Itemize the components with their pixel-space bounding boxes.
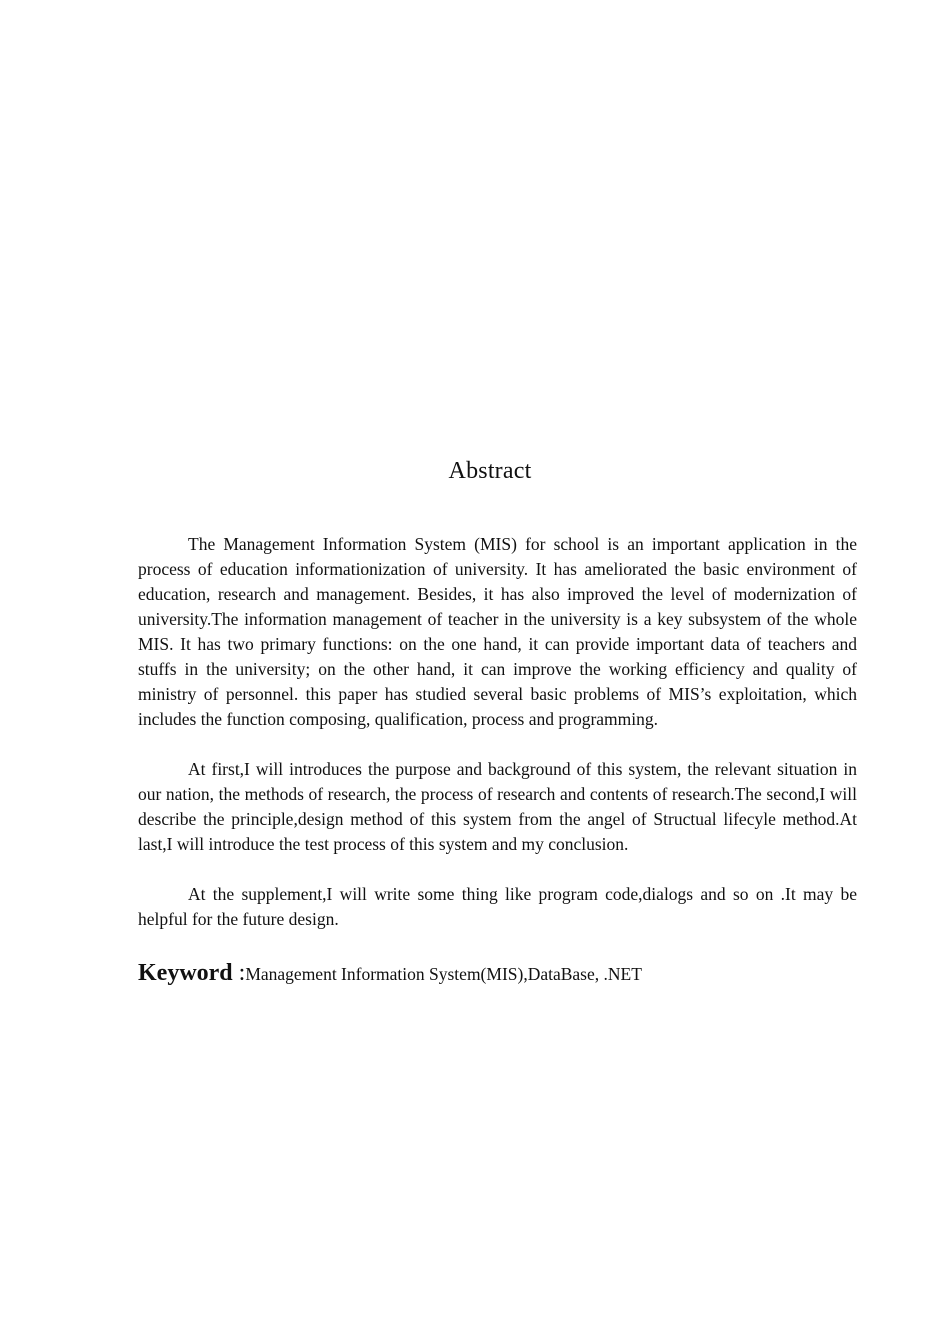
abstract-paragraph-2: At first,I will introduces the purpose and background of this system, the relevant situation in our nation, the methods of research, the process of research and contents of research.The second,I will describe the principle,design method of this system from the angel of Structual lifecyle method.At last,I will introduce the test process of this system and my conclusion. <box>138 759 857 854</box>
abstract-paragraph-3: At the supplement,I will write some thing like program code,dialogs and so on .It may be helpful for the future design. <box>138 884 857 929</box>
page-title: Abstract <box>448 458 532 484</box>
abstract-body <box>138 532 857 990</box>
keyword-value: Management Information System(MIS),DataBase, .NET <box>245 964 642 984</box>
keyword-line <box>138 957 857 990</box>
keyword-colon: : <box>232 960 246 986</box>
keyword-label: Keyword <box>138 960 233 986</box>
abstract-paragraph-1: The Management Information System (MIS) for school is an important application in the process of education informationization of university. It has ameliorated the basic environment of education, research and management. Besides, it has also improved the level of modernization of university.The information management of teacher in the university is a key subsystem of the whole MIS. It has two primary functions: on the one hand, it can provide important data of teachers and stuffs in the university; on the other hand, it can improve the working efficiency and quality of ministry of personnel. this paper has studied several basic problems of MIS’s exploitation, which includes the function composing, qualification, process and programming. <box>138 534 857 729</box>
